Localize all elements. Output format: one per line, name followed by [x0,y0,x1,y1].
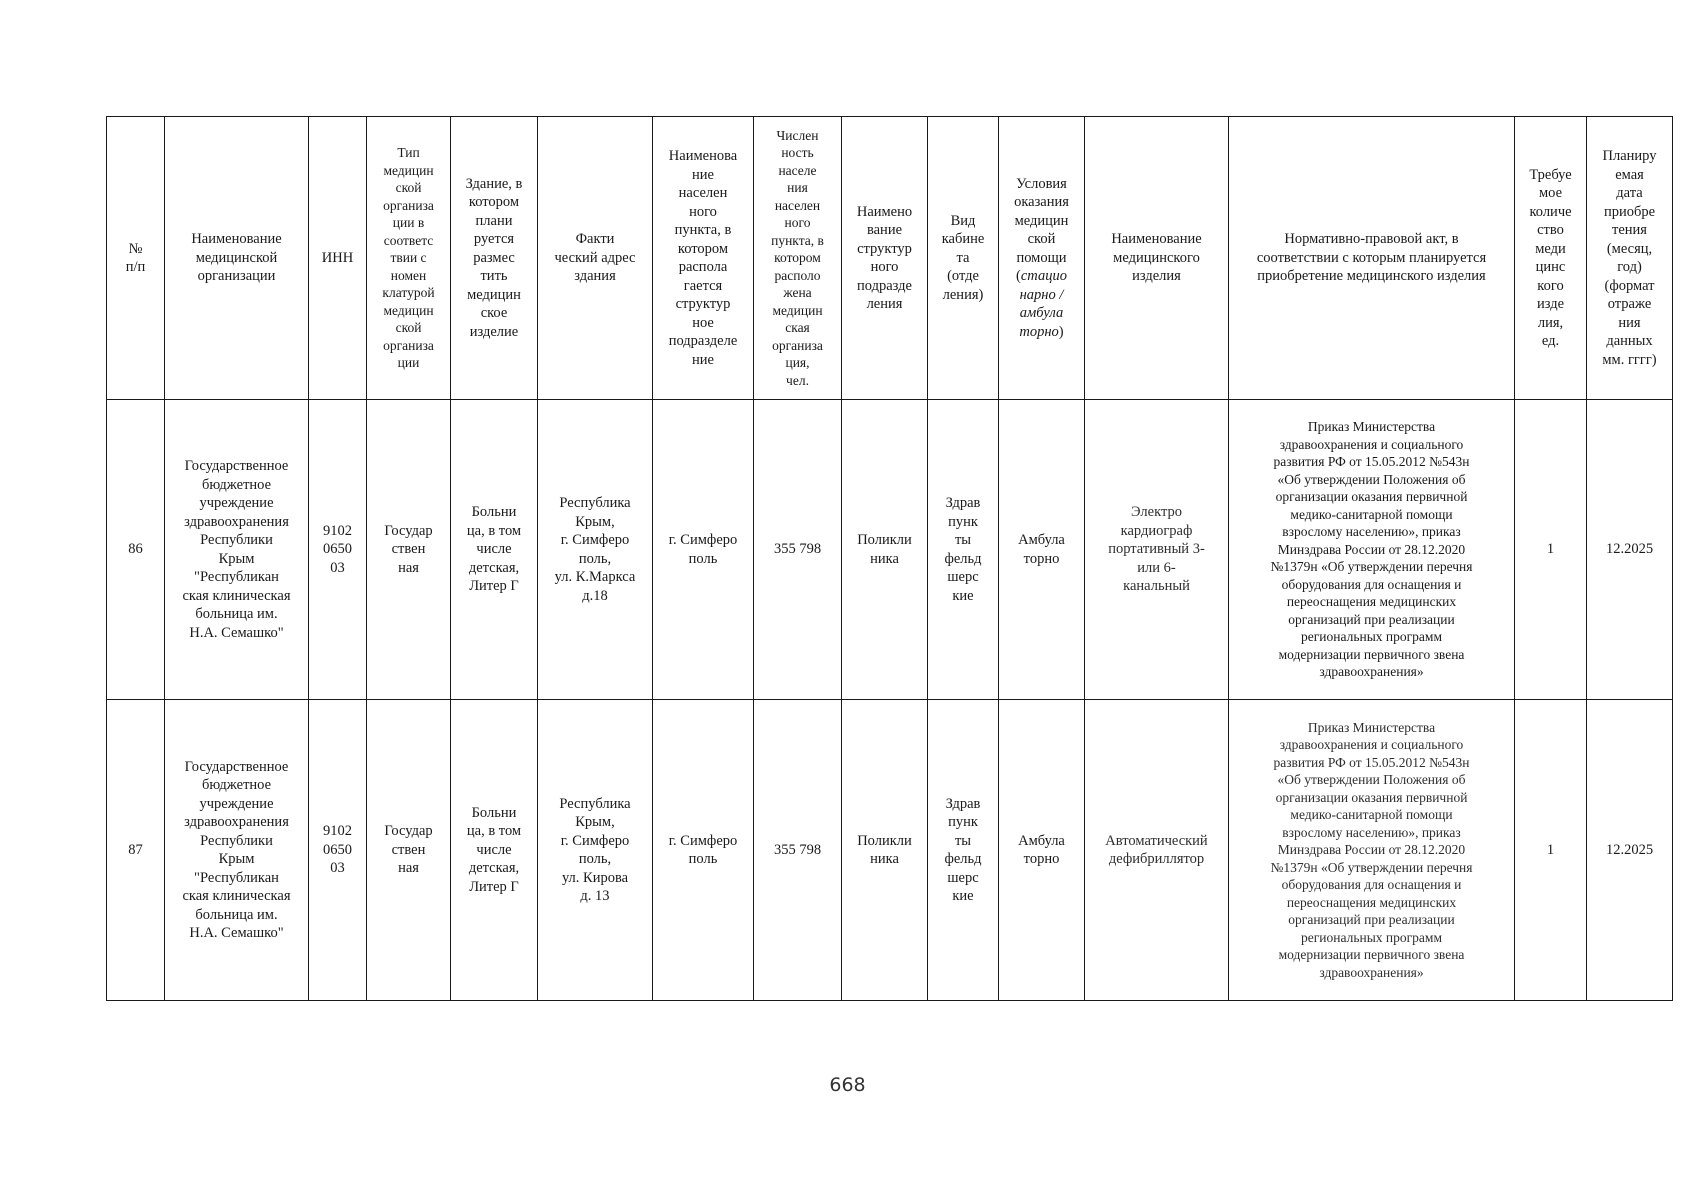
cell-population: 355 798 [754,400,842,700]
col-header-conditions [999,117,1085,400]
col-header-device: Наименование медицинского изделия [1085,117,1229,400]
equipment-table [106,116,1673,1001]
cell-settlement: г. Симферо поль [653,400,754,700]
col-header-num: № п/п [107,117,165,400]
cell-structural-unit: Поликли ника [842,700,928,1001]
cell-planned-date: 12.2025 [1587,700,1673,1001]
cell-conditions: Амбула торно [999,700,1085,1001]
cell-cabinet: Здрав пунк ты фельд шерс кие [928,400,999,700]
table-header-row [107,117,1673,400]
col-header-address: Факти ческий адрес здания [538,117,653,400]
cell-device: Автоматический дефибриллятор [1085,700,1229,1001]
col-header-org-type: Тип медицин ской организа ции в соответс твии с номен клатурой медицин ской организа ции [367,117,451,400]
cell-inn: 9102 0650 03 [309,400,367,700]
cell-cabinet: Здрав пунк ты фельд шерс кие [928,700,999,1001]
col-header-org-name: Наименование медицинской организации [165,117,309,400]
cell-inn: 9102 0650 03 [309,700,367,1001]
col-header-inn: ИНН [309,117,367,400]
col-header-legal-act: Нормативно-правовой акт, в соответствии с которым планируется приобретение медицинского изделия [1229,117,1515,400]
col-header-structural-unit: Наимено вание структур ного подразде ления [842,117,928,400]
cell-num: 87 [107,700,165,1001]
cell-population: 355 798 [754,700,842,1001]
conditions-italic-text: стацио нарно / амбула торно [1019,268,1067,340]
cell-num: 86 [107,400,165,700]
cell-settlement: г. Симферо поль [653,700,754,1001]
table-row [107,700,1673,1001]
col-header-population: Числен ность населе ния населен ного пункта, в котором располо жена медицин ская организа ция, чел. [754,117,842,400]
col-header-settlement: Наименова ние населен ного пункта, в котором распола гается структур ное подразделе ние [653,117,754,400]
cell-structural-unit: Поликли ника [842,400,928,700]
col-header-planned-date: Планиру емая дата приобре тения (месяц, год) (формат отраже ния данных мм. гггг) [1587,117,1673,400]
table-row [107,400,1673,700]
cell-address: Республика Крым, г. Симферо поль, ул. К.Маркса д.18 [538,400,653,700]
cell-conditions: Амбула торно [999,400,1085,700]
cell-building: Больни ца, в том числе детская, Литер Г [451,400,538,700]
conditions-text: Условия оказания медицин ской помощи ( [1014,175,1069,285]
cell-org-name: Государственное бюджетное учреждение здравоохранения Республики Крым "Республикан ская клиническая больница им. Н.А. Семашко" [165,700,309,1001]
conditions-close-paren: ) [1058,323,1064,340]
cell-quantity: 1 [1515,400,1587,700]
cell-org-type: Государ ствен ная [367,700,451,1001]
col-header-building: Здание, в котором плани руется размес тить медицин ское изделие [451,117,538,400]
cell-planned-date: 12.2025 [1587,400,1673,700]
col-header-cabinet: Вид кабине та (отде ления) [928,117,999,400]
cell-address: Республика Крым, г. Симферо поль, ул. Кирова д. 13 [538,700,653,1001]
cell-org-type: Государ ствен ная [367,400,451,700]
cell-device: Электро кардиограф портативный 3- или 6- канальный [1085,400,1229,700]
cell-legal-act: Приказ Министерства здравоохранения и социального развития РФ от 15.05.2012 №543н «Об утверждении Положения об организации оказания первичной медико-санитарной помощи взрослому населению», приказ Минздрава России от 28.12.2020 №1379н «Об утверждении перечня оборудования для оснащения и переоснащения медицинских организаций при реализации региональных программ модернизации первичного звена здравоохранения» [1229,400,1515,700]
col-header-quantity: Требуе мое количе ство меди цинс кого изде лия, ед. [1515,117,1587,400]
cell-legal-act: Приказ Министерства здравоохранения и социального развития РФ от 15.05.2012 №543н «Об утверждении Положения об организации оказания первичной медико-санитарной помощи взрослому населению», приказ Минздрава России от 28.12.2020 №1379н «Об утверждении перечня оборудования для оснащения и переоснащения медицинских организаций при реализации региональных программ модернизации первичного звена здравоохранения» [1229,700,1515,1001]
cell-building: Больни ца, в том числе детская, Литер Г [451,700,538,1001]
cell-quantity: 1 [1515,700,1587,1001]
page-number: 668 [829,1074,866,1096]
cell-org-name: Государственное бюджетное учреждение здравоохранения Республики Крым "Республикан ская клиническая больница им. Н.А. Семашко" [165,400,309,700]
